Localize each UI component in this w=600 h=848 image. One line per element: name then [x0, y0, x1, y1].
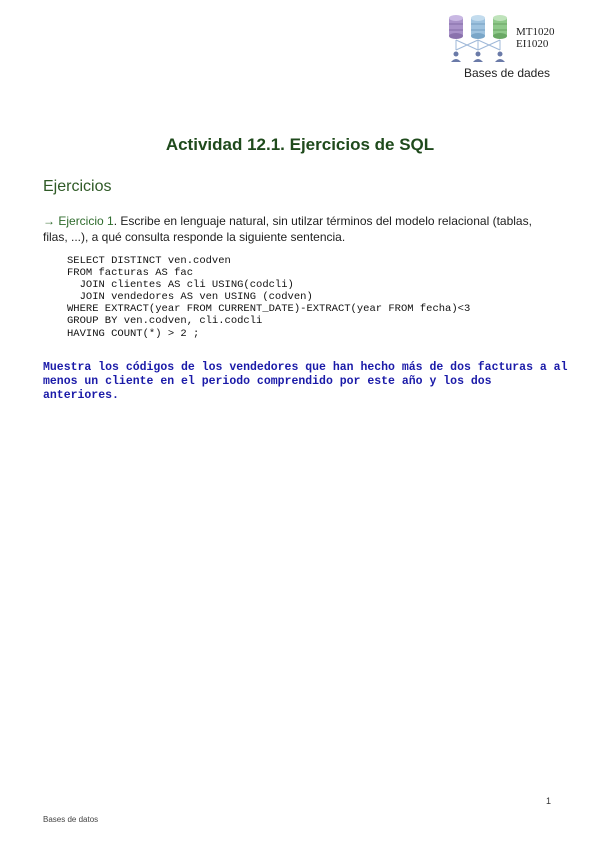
- course-code: MT1020: [516, 26, 555, 38]
- exercise-label: Ejercicio 1: [58, 214, 114, 228]
- sql-line: HAVING COUNT(*) > 2 ;: [67, 327, 200, 340]
- user-icon: [451, 52, 461, 63]
- course-code: EI1020: [516, 38, 549, 50]
- sql-line: WHERE EXTRACT(year FROM CURRENT_DATE)-EXTRACT(year FROM fecha)<3: [67, 303, 471, 316]
- user-icon: [473, 52, 483, 63]
- network-lines-icon: [456, 40, 500, 50]
- sql-line: JOIN clientes AS cli USING(codcli): [67, 279, 294, 292]
- course-codes: [516, 26, 562, 50]
- sql-code-block: [67, 255, 470, 340]
- exercise-statement: [43, 213, 558, 245]
- answer-text: Muestra los códigos de los vendedores que han hecho más de dos facturas a al menos un cliente en el periodo comprendido por este año y los dos anteriores.: [43, 361, 568, 402]
- section-heading: Ejercicios: [43, 178, 112, 195]
- user-icon: [495, 52, 505, 63]
- page-title: Actividad 12.1. Ejercicios de SQL: [165, 135, 435, 154]
- database-icon: [449, 15, 463, 39]
- sql-line: SELECT DISTINCT ven.codven: [67, 255, 231, 267]
- page-number: 1: [546, 796, 552, 806]
- exercise-text: . Escribe en lenguaje natural, sin utilzar términos del modelo relacional (tablas, filas, ...), a qué consulta responde la siguiente sentencia.: [43, 214, 532, 244]
- sql-line: GROUP BY ven.codven, cli.codcli: [67, 315, 263, 328]
- logo-caption: Bases de dades: [463, 66, 551, 80]
- footer-text: Bases de datos: [43, 815, 99, 824]
- sql-line: FROM facturas AS fac: [67, 267, 194, 280]
- sql-line: JOIN vendedores AS ven USING (codven): [67, 291, 313, 304]
- database-network-icon: [444, 12, 514, 66]
- arrow-icon: →: [43, 214, 55, 228]
- database-icon: [471, 15, 485, 39]
- database-icon: [493, 15, 507, 39]
